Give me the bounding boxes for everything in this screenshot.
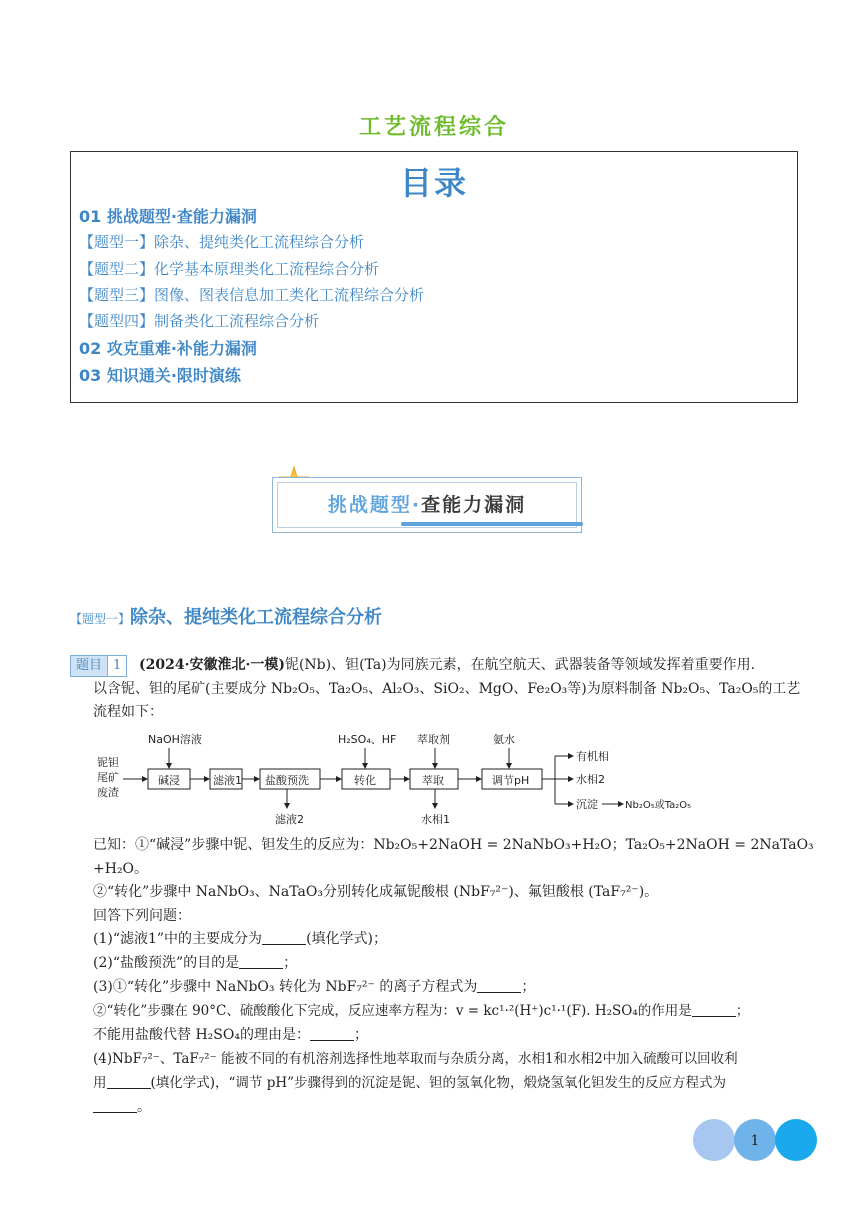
- question-part-3: (3)①“转化”步骤中 NaNbO₃ 转化为 NbF₇²⁻ 的离子方程式为 ；: [93, 979, 536, 995]
- toc-item[interactable]: 【题型四】制备类化工流程综合分析: [79, 312, 320, 330]
- question-text: 已知：①“碱浸”步骤中铌、钽发生的反应为：Nb₂O₅+2NaOH = 2NaNbO₃+H₂O；Ta₂O₅+2NaOH = 2NaTaO₃: [93, 837, 814, 853]
- question-first-line: [139, 654, 755, 677]
- banner-part2: 查能力漏洞: [421, 494, 527, 516]
- question-text: 以含铌、钽的尾矿(主要成分 Nb₂O₅、Ta₂O₅、Al₂O₃、SiO₂、MgO、Fe₂O₃等)为原料制备 Nb₂O₅、Ta₂O₅的工艺: [93, 681, 801, 697]
- flow-step: 萃取: [422, 774, 444, 787]
- answer-blank[interactable]: [93, 1098, 137, 1113]
- document-title: 工艺流程综合: [358, 115, 509, 140]
- flow-input: 萃取剂: [417, 733, 450, 746]
- toc-item[interactable]: 【题型三】图像、图表信息加工类化工流程综合分析: [79, 286, 425, 304]
- banner-separator: ·: [411, 494, 422, 516]
- question-part-3b: ②“转化”步骤在 90°C、硫酸酸化下完成，反应速率方程为：v = kc¹·²(H⁺)c¹·¹(F). H₂SO₄的作用是 ；: [93, 1003, 750, 1019]
- toc-item[interactable]: 【题型一】除杂、提纯类化工流程综合分析: [79, 233, 365, 251]
- flow-output: 沉淀: [576, 798, 598, 811]
- answer-blank[interactable]: [262, 930, 306, 945]
- toc-item[interactable]: 03 知识通关·限时演练: [79, 366, 241, 385]
- section-tag: 【题型一】: [70, 612, 131, 626]
- section-heading: [70, 603, 382, 629]
- question-text: 流程如下：: [93, 704, 163, 720]
- question-intro: 铌(Nb)、钽(Ta)为同族元素，在航空航天、武器装备等领域发挥着重要作用.: [284, 657, 756, 673]
- flow-start-label: 尾矿: [97, 771, 119, 784]
- page-number: 1: [750, 1133, 760, 1149]
- process-flowchart: [95, 728, 735, 836]
- section-title: 除杂、提纯类化工流程综合分析: [130, 607, 383, 628]
- flow-step: 调节pH: [492, 774, 530, 787]
- question-part-4b: 用 (填化学式)，“调节 pH”步骤得到的沉淀是铌、钽的氢氧化物，煅烧氢氧化钽发生的反应方程式为: [93, 1075, 727, 1091]
- question-part-3c: 不能用盐酸代替 H₂SO₄的理由是： ；: [93, 1027, 368, 1043]
- section-banner: [272, 477, 582, 533]
- toc-item[interactable]: 【题型二】化学基本原理类化工流程综合分析: [79, 260, 380, 278]
- banner-underline: [401, 522, 583, 526]
- question-text: ②“转化”步骤中 NaNbO₃、NaTaO₃分别转化成氟铌酸根 (NbF₇²⁻)、氟钽酸根 (TaF₇²⁻)。: [93, 884, 659, 900]
- question-part-2: (2)“盐酸预洗”的目的是 ；: [93, 955, 298, 971]
- flow-output: 滤液2: [275, 813, 304, 826]
- question-text: 回答下列问题：: [93, 908, 191, 924]
- answer-blank[interactable]: [239, 954, 283, 969]
- question-text: +H₂O。: [93, 861, 149, 877]
- toc-item[interactable]: 02 攻克重难·补能力漏洞: [79, 339, 257, 358]
- flow-step: 盐酸预洗: [265, 774, 309, 787]
- toc-heading: 目录: [399, 164, 468, 202]
- question-part-4c: 。: [93, 1096, 151, 1119]
- flow-output: 有机相: [576, 750, 609, 763]
- flow-start-label: 废渣: [97, 786, 119, 799]
- question-badge-number: 1: [107, 656, 126, 676]
- question-badge-label: 题目: [71, 656, 107, 676]
- flow-step: 转化: [354, 774, 376, 787]
- toc-item[interactable]: 01 挑战题型·查能力漏洞: [79, 207, 257, 226]
- flow-output: Nb₂O₅或Ta₂O₅: [625, 800, 692, 811]
- flow-step: 滤液1: [213, 774, 242, 787]
- flow-start-label: 铌钽: [97, 756, 119, 769]
- flow-input: NaOH溶液: [148, 733, 202, 746]
- question-badge: [70, 655, 127, 677]
- flow-output: 水相1: [421, 813, 450, 826]
- question-source: (2024·安徽淮北·一模): [139, 657, 285, 673]
- question-part-4: (4)NbF₇²⁻、TaF₇²⁻ 能被不同的有机溶剂选择性地萃取而与杂质分离，水相1和水相2中加入硫酸可以回收利: [93, 1051, 738, 1067]
- banner-part1: 挑战题型: [327, 494, 412, 516]
- flow-input: H₂SO₄、HF: [338, 733, 397, 746]
- question-part-1: (1)“滤液1”中的主要成分为 (填化学式)；: [93, 931, 387, 947]
- answer-blank[interactable]: [692, 1002, 736, 1017]
- flow-step: 碱浸: [158, 774, 180, 787]
- flow-input: 氨水: [493, 733, 515, 746]
- answer-blank[interactable]: [477, 978, 521, 993]
- answer-blank[interactable]: [107, 1074, 151, 1089]
- page-number-indicator: [693, 1118, 818, 1162]
- answer-blank[interactable]: [310, 1026, 354, 1041]
- flow-output: 水相2: [576, 773, 605, 786]
- table-of-contents: [70, 151, 798, 403]
